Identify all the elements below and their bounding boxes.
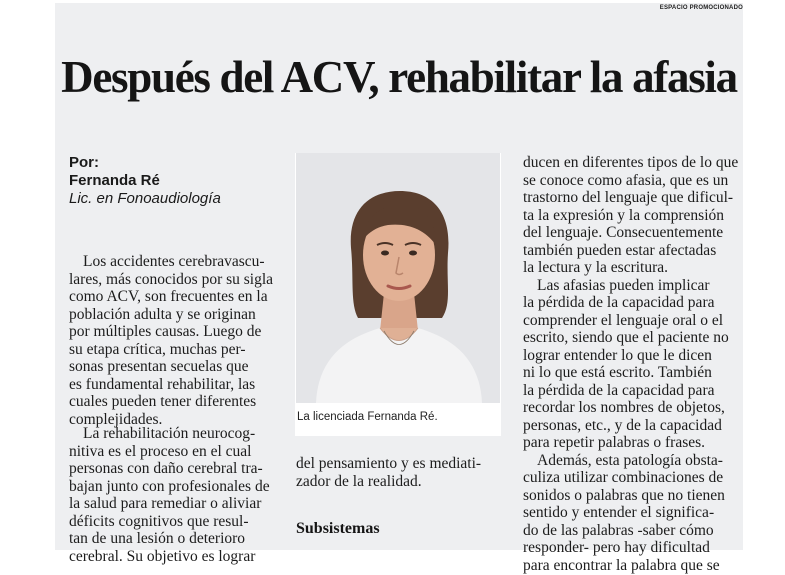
column3-line: del lenguaje. Consecuentemente	[523, 224, 724, 241]
column3-line: ta la expresión y la comprensión	[523, 206, 725, 224]
portrait-photo	[296, 153, 500, 403]
column3-line: do de las palabras -saber cómo	[523, 521, 714, 539]
column3-line: personas, etc., y de la capacidad	[523, 416, 722, 434]
headline: Después del ACV, rehabilitar la afasia	[61, 52, 737, 102]
column3-line: responder- pero hay dificultad	[523, 539, 710, 556]
column1-line: sonas presentan secuelas que	[69, 358, 249, 375]
photo-frame	[295, 153, 501, 436]
column1-line: tan de una lesión o deterioro	[69, 530, 246, 547]
byline-label: Por:	[69, 154, 99, 171]
column1-line: población adulta y se originan	[69, 305, 256, 323]
column3-line: para repetir palabras o frases.	[523, 434, 706, 451]
column3-line: culiza utilizar combinaciones de	[523, 469, 724, 486]
column3-line: comprender el lenguaje oral o el	[523, 311, 724, 329]
column1-line: bajan junto con profesionales de	[69, 477, 270, 495]
column3-line: escrito, siendo que el paciente no	[523, 329, 729, 346]
column3-line: sonidos o palabras que no tienen	[523, 486, 725, 504]
column3-line: la lectura y la escritura.	[523, 259, 669, 276]
column1-line: personas con daño cerebral tra-	[69, 460, 263, 477]
column1-line: como ACV, son frecuentes en la	[69, 288, 268, 305]
column3-line: se conoce como afasia, que es un	[523, 171, 729, 189]
column2-line: zador de la realidad.	[296, 472, 422, 490]
column3-line: la pérdida de la capacidad para	[523, 294, 715, 311]
column1-line: es fundamental rehabilitar, las	[69, 375, 256, 393]
column3-line: la pérdida de la capacidad para	[523, 381, 715, 399]
column1-line: déficits cognitivos que resul-	[69, 512, 249, 530]
byline-role: Lic. en Fonoaudiología	[69, 190, 221, 207]
promo-label: ESPACIO PROMOCIONADO	[659, 5, 743, 11]
column1-line: por múltiples causas. Luego de	[69, 323, 262, 340]
column1-line: la salud para remediar o aliviar	[69, 495, 262, 512]
column1-line: su etapa crítica, muchas per-	[69, 340, 246, 358]
column3-line: Además, esta patología obsta-	[537, 451, 723, 469]
column1-line: cuales pueden tener diferentes	[69, 393, 257, 410]
column2-line: del pensamiento y es mediati-	[296, 455, 482, 472]
section-subhead: Subsistemas	[296, 520, 380, 537]
portrait-illustration	[296, 153, 500, 403]
byline	[69, 154, 289, 208]
column3-line: sentido y entender el significa-	[523, 504, 715, 521]
column3-line: para encontrar la palabra que se	[523, 556, 720, 574]
column1-line: Los accidentes cerebravascu-	[83, 253, 265, 270]
byline-author: Fernanda Ré	[69, 172, 160, 189]
photo-caption: La licenciada Fernanda Ré.	[297, 411, 438, 423]
column3-line: recordar los nombres de objetos,	[523, 399, 725, 416]
column3-line: ducen en diferentes tipos de lo que	[523, 154, 739, 171]
column1-line: cerebral. Su objetivo es lograr	[69, 547, 256, 565]
column1-line: lares, más conocidos por su sigla	[69, 270, 274, 288]
column1-line: nitiva es el proceso en el cual	[69, 442, 252, 460]
column3-line: Las afasias pueden implicar	[537, 276, 710, 294]
column3-line: también pueden estar afectadas	[523, 241, 717, 259]
column3-line: logrаr entender lo que le dicen	[523, 346, 712, 364]
column1-line: La rehabilitación neurocog-	[83, 425, 256, 442]
newspaper-page	[55, 3, 743, 574]
column3-line: trastorno del lenguaje que dificul-	[523, 189, 734, 206]
column1-line: complejidades.	[69, 410, 163, 428]
column3-line: ni lo que está escrito. También	[523, 364, 712, 381]
